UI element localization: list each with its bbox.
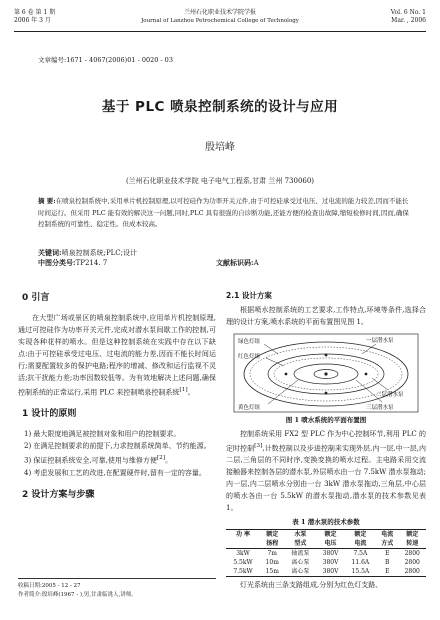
label-pump-layer-1: 一层潜水泵	[366, 338, 394, 344]
table-header-row	[226, 530, 426, 540]
list-item-end: 。	[165, 456, 173, 465]
table-cell: 2800	[404, 550, 420, 558]
ref-1[interactable]: [1]	[179, 387, 188, 393]
table-header-row	[226, 539, 426, 549]
list-item: 2) 在满足控制要求的前提下,力求控制系统简单、节约能源。	[24, 442, 211, 451]
table-cell: 7.5A	[353, 550, 368, 558]
label-pump-layer-2: 二层潜水泵	[376, 392, 404, 398]
right-column	[226, 290, 426, 591]
subsection-2-1-heading: 2.1 设计方案	[226, 291, 272, 300]
list-item	[18, 452, 216, 466]
abstract	[38, 196, 410, 231]
fountain-layout-diagram	[226, 330, 426, 414]
table-header-cell: 扬程	[260, 539, 284, 549]
abstract-text: 在喷泉控制系统中,采用单片机控制原理,以可控硅作为功率开关元件,由于可控硅承受过电压、过电流的能力较差,因而不能长时间运行。但采用 PLC 能有效的解决这一问题,同时,PLC 具有很强的自诊断功能,还能方便的检查出故障,缩短检修时间,因而,确保控制系统的可靠性、稳定性。但成本较高。	[38, 197, 409, 228]
table-row	[226, 558, 426, 567]
table-header-cell	[226, 539, 260, 549]
subsection-2-1-paragraph: 根据喷水控制系统的工艺要求,工作特点,环境等条件,选择合理的设计方案,喷水系统的平面布置图见图 1。	[226, 306, 426, 326]
table-cell: 15m	[260, 567, 284, 577]
pump-marker	[285, 373, 288, 376]
table-cell: 11.6A	[351, 559, 370, 567]
figure-1-caption: 图 1 喷水系统的平面布置图	[285, 416, 367, 424]
table-cell: 离心泵	[291, 559, 310, 567]
keywords-text: 喷泉控制系统;PLC;设计	[61, 249, 138, 257]
table-header-cell: 水泵	[284, 530, 316, 540]
table-header-cell: 方式	[376, 539, 398, 549]
table-header-cell: 额定	[260, 530, 284, 540]
keywords-label: 关键词:	[38, 248, 62, 257]
table-cell: B	[385, 559, 390, 567]
table-row	[226, 549, 426, 559]
ref-3[interactable]: [3]	[254, 443, 263, 449]
label-red-lights: 红色灯组	[238, 354, 261, 360]
control-text-a: 控制系统采用 FX2 型 PLC 作为中心控制环节,利用 PLC 的定时控制	[226, 430, 426, 453]
journal-name-cn: 兰州石化职业技术学院学报	[183, 9, 256, 16]
class-label: 中图分类号:	[38, 258, 76, 267]
table-row	[226, 567, 426, 577]
table-cell: 2800	[404, 559, 420, 567]
table-cell: 离心泵	[284, 567, 316, 577]
table-cell: E	[376, 567, 398, 577]
leader-line	[268, 380, 298, 404]
table-cell: 2800	[398, 567, 426, 577]
table-cell: 380V	[322, 550, 339, 558]
paper-title: 基于 PLC 喷泉控制系统的设计与应用	[101, 99, 339, 115]
table-cell: 5.5kW	[233, 559, 253, 567]
control-paragraph	[226, 428, 426, 514]
section-0-text: 在大型广场或景区的喷泉控制系统中,应用单片机控制原理,通过可控硅作为功率开关元件,完成对潜水泵间歇工作的控制,可实现各种花样的喷水。但是这种控制系统在实践中存在以下缺点:由于可控硅承受过电压、过电流的能力差,因而不能长时间运行;需要配置较多的保护电路;程序的增减、修改和运行监视不灵活;抗干扰能力差;功率因数较低等。为有效地解决上述问题,确保控制系统的正常运行,采用 PLC 来控制喷泉控制系统	[18, 314, 216, 397]
header-right	[391, 9, 426, 25]
table-1-caption: 表 1 潜水泵的技术参数	[292, 518, 360, 527]
section-0-heading: 0 引言	[22, 293, 50, 303]
table-cell: 轴流泵	[291, 550, 310, 558]
header-date: 2006 年 3 月	[14, 17, 51, 24]
table-header-cell: 电压	[316, 539, 344, 549]
table-cell: 7m	[267, 550, 277, 558]
header-date-en: Mar. , 2006	[391, 17, 426, 24]
abstract-label: 摘 要:	[38, 197, 56, 205]
journal-name-en: Journal of Lanzhou Petrochemical College of Technology	[141, 18, 299, 24]
doc-code	[216, 258, 259, 268]
ref-2[interactable]: [2]	[156, 455, 166, 462]
table-header-cell: 额定	[316, 530, 344, 540]
class-code: TP214. 7	[75, 259, 108, 267]
left-column	[18, 290, 216, 509]
pump-marker	[325, 392, 328, 395]
label-pump-layer-3: 三层潜水泵	[366, 405, 394, 411]
table-cell: 380V	[322, 559, 339, 567]
control-text-b: ,计数控制以及步进控制来实现外层,内一层,中一层,内二层,三角层的不同时序,变换变换的喷水过程。主电路采用交流接触器来控制各层的潜水泵,外层喷水由一台 7.5kW 潜水泵拖动;内一层,内二层喷水分别由一台 3kW 潜水泵拖动,三角层,中心层的喷水各由一台 5.5kW 的潜水泵拖动,潜水泵的技术参数见表 1。	[226, 444, 427, 513]
section-2-heading: 2 设计方案与步骤	[22, 489, 95, 500]
pump-marker	[365, 373, 368, 376]
section-1-heading: 1 设计的原则	[22, 409, 77, 420]
running-header	[14, 6, 426, 32]
list-item: 4) 考虑发展和工艺的改进,在配置硬件时,留有一定的容量。	[24, 468, 206, 477]
classification	[38, 258, 410, 268]
label-yellow-lights: 黄色灯组	[238, 405, 261, 411]
figure-1	[226, 330, 426, 414]
doc-label: 文献标识码:	[216, 258, 254, 267]
table-cell: 380V	[316, 567, 344, 577]
footnote	[18, 578, 216, 600]
table-header-cell: 额定	[345, 530, 376, 540]
table-cell: E	[385, 550, 390, 558]
list-item: 1) 最大限度地满足被控制对象和用户的控制要求。	[24, 430, 181, 439]
leader-line	[372, 378, 388, 390]
affiliation: (兰州石化职业技术学院 电子电气工程系,甘肃 兰州 730060)	[125, 177, 315, 185]
author-name: 殷培峰	[205, 142, 235, 153]
article-number: 文章编号:1671 - 4067(2006)01 - 0020 - 03	[38, 56, 173, 64]
keywords	[38, 248, 410, 258]
list-item-text: 3) 保证控制系统安全,可靠,使用与维修方便	[24, 456, 157, 465]
table-cell: 7.5kW	[226, 567, 260, 577]
received-date: 收稿日期:2005 - 12 - 27	[18, 583, 81, 589]
center-jet	[324, 372, 327, 375]
author-bio: 作者简介:殷培峰(1967 - ),男,甘肃临洮人,讲师。	[18, 592, 137, 598]
table-header-cell: 型式	[284, 539, 316, 549]
pump-marker	[325, 354, 328, 357]
doc-text: A	[253, 259, 259, 267]
table-header-cell: 转速	[398, 539, 426, 549]
leader-line	[266, 358, 284, 366]
table-header-cell: 功 率	[226, 530, 260, 540]
header-volume: 第 6 卷 第 1 期	[14, 9, 56, 16]
table-cell: 10m	[265, 559, 279, 567]
header-volume-en: Vol. 6 No. 1	[390, 9, 426, 16]
label-green-lights: 绿色灯组	[238, 339, 261, 345]
header-center	[14, 9, 426, 25]
table-header-cell: 电流	[345, 539, 376, 549]
section-0-end: 。	[187, 388, 195, 397]
section-0-paragraph	[18, 312, 216, 398]
table-cell: 15.5A	[345, 567, 376, 577]
table-cell: 3kW	[236, 550, 250, 558]
lighting-paragraph: 灯光系统由三条支路组成,分别为红色灯支路、	[240, 581, 383, 590]
pump-parameters-table	[226, 529, 426, 577]
table-header-cell: 额定	[398, 530, 426, 540]
table-header-cell: 电流	[376, 530, 398, 540]
